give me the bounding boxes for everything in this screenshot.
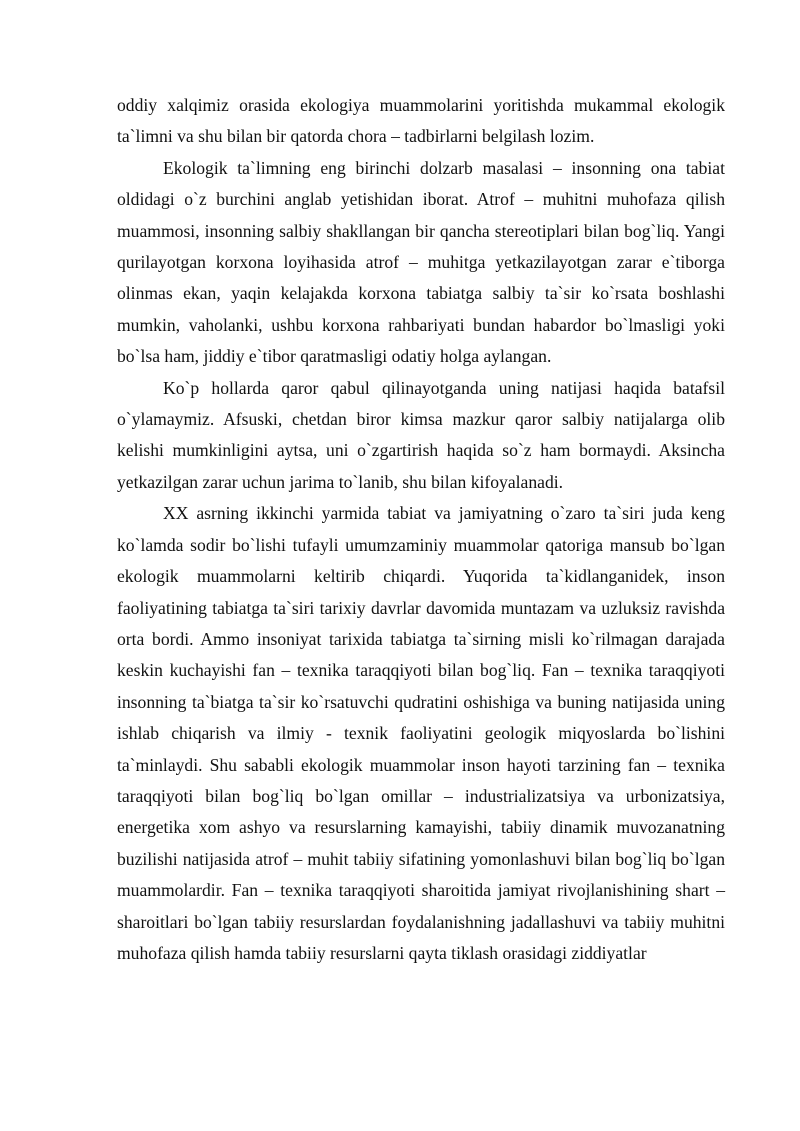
paragraph-ecological-education: Ekologik ta`limning eng birinchi dolzarb masalasi – insonning ona tabiat oldidagi o`z burchini anglab yetishidan iborat. Atrof – muhitni muhofaza qilish muammosi, insonning salbiy shakllangan bir qancha stereotiplari bilan bog`liq. Yangi qurilayotgan korxona loyihasida atrof – muhitga yetkazilayotgan zarar e`tiborga olinmas ekan, yaqin kelajakda korxona tabiatga salbiy ta`sir ko`rsata boshlashi mumkin, vaholanki, ushbu korxona rahbariyati bundan habardor bo`lmasligi yoki bo`lsa ham, jiddiy e`tibor qaratmasligi odatiy holga aylangan. xyxy=(117,157,725,367)
paragraph-twentieth-century: XX asrning ikkinchi yarmida tabiat va jamiyatning o`zaro ta`siri juda keng ko`lamda sodir bo`lishi tufayli umumzaminiy muammolar qatoriga mansub bo`lgan ekologik muammolarni keltirib chiqardi. Yuqorida ta`kidlanganidek, inson faoliyatining tabiatga ta`siri tarixiy davrlar davomida muntazam va uzluksiz ravishda orta bordi. Ammo insoniyat tarixida tabiatga ta`sirning misli ko`rilmagan darajada keskin kuchayishi fan – texnika taraqqiyoti bilan bog`liq. Fan – texnika taraqqiyoti insonning ta`biatga ta`sir ko`rsatuvchi qudratini oshishiga va buning natijasida uning ishlab chiqarish va ilmiy - texnik faoliyatini geologik miqyoslarda bo`lishini ta`minlaydi. Shu sababli ekologik muammolar inson hayoti tarzining fan – texnika taraqqiyoti bilan bog`liq bo`lgan omillar – industrializatsiya va urbonizatsiya, energetika xom ashyo va resurslarning kamayishi, tabiiy dinamik muvozanatning buzilishi natijasida atrof – muhit tabiiy sifatining yomonlashuvi bilan bog`liq bo`lgan muammolardir. Fan – texnika taraqqiyoti sharoitida jamiyat rivojlanishining shart – sharoitlari bo`lgan tabiiy resurslardan foydalanishning jadallashuvi va tabiiy muhitni muhofaza qilish hamda tabiiy resurslarni qayta tiklash orasidagi ziddiyatlar xyxy=(117,503,725,963)
paragraph-continuation: oddiy xalqimiz orasida ekologiya muammolarini yoritishda mukammal ekologik ta`limni va shu bilan bir qatorda chora – tadbirlarni belgilash lozim. xyxy=(117,95,725,147)
document-page xyxy=(117,90,725,969)
paragraph-decision-making: Ko`p hollarda qaror qabul qilinayotganda uning natijasi haqida batafsil o`ylamaymiz. Afsuski, chetdan biror kimsa mazkur qaror salbiy natijalarga olib kelishi mumkinligini aytsa, uni o`zgartirish haqida so`z ham bormaydi. Aksincha yetkazilgan zarar uchun jarima to`lanib, shu bilan kifoyalanadi. xyxy=(117,377,725,492)
